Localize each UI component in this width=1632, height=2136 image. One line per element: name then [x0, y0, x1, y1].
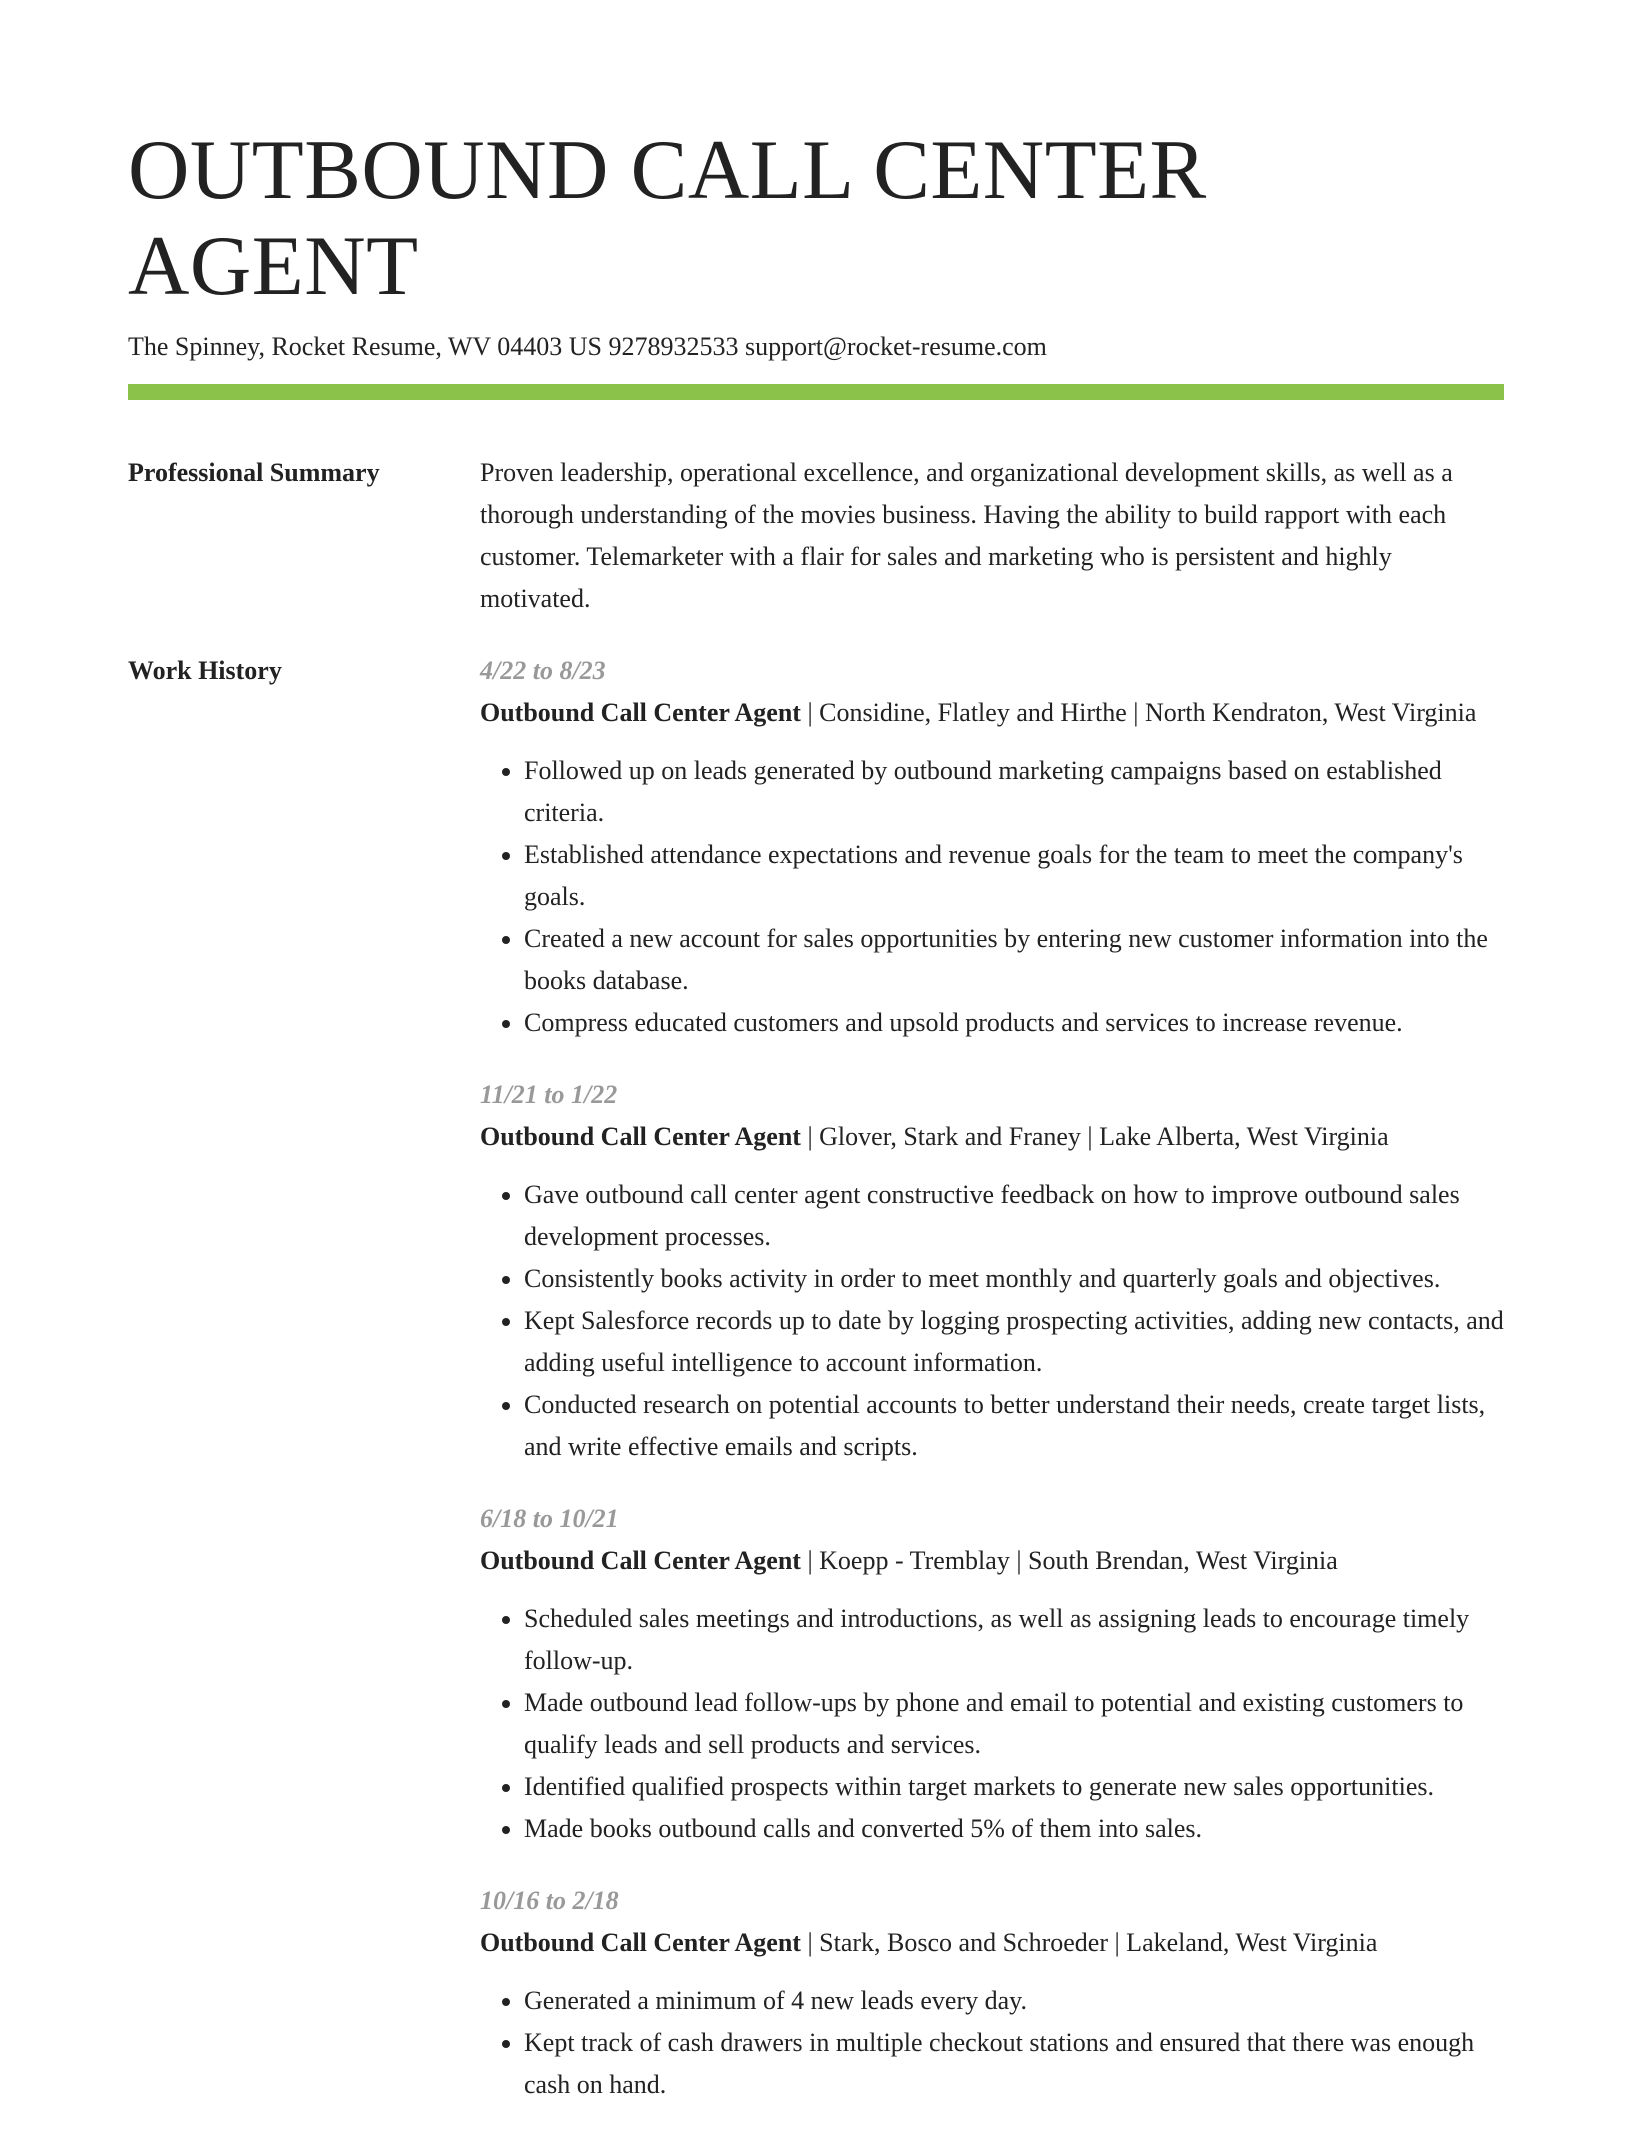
summary-label: Professional Summary [128, 458, 380, 487]
job-dates: 11/21 to 1/22 [480, 1080, 618, 1109]
job-list [480, 650, 1504, 2136]
work-history-section [128, 650, 1504, 2136]
job-bullet: • Conducted research on potential accounts to better understand their needs, create target lists, and write effective emails and scripts. [524, 1384, 1504, 1468]
job-bullets [480, 1174, 1504, 1468]
job-company-location: | Glover, Stark and Franey | Lake Alberta, West Virginia [800, 1122, 1389, 1151]
job-bullet: • Compress educated customers and upsold products and services to increase revenue. [524, 1002, 1504, 1044]
job-heading [480, 1540, 1504, 1582]
job-title: Outbound Call Center Agent [480, 698, 801, 727]
job-entry [480, 650, 1504, 1044]
job-bullet: • Kept track of cash drawers in multiple checkout stations and ensured that there was enough cash on hand. [524, 2022, 1504, 2106]
job-dates: 6/18 to 10/21 [480, 1504, 619, 1533]
job-bullet: • Identified qualified prospects within target markets to generate new sales opportunities. [524, 1766, 1504, 1808]
job-title: Outbound Call Center Agent [480, 1546, 801, 1575]
job-bullet: • Kept Salesforce records up to date by logging prospecting activities, adding new contacts, and adding useful intelligence to account information. [524, 1300, 1504, 1384]
work-history-label: Work History [128, 656, 282, 685]
job-bullet: • Consistently books activity in order to meet monthly and quarterly goals and objectives. [524, 1258, 1504, 1300]
job-bullet: • Followed up on leads generated by outbound marketing campaigns based on established criteria. [524, 750, 1504, 834]
job-bullet: • Scheduled sales meetings and introductions, as well as assigning leads to encourage timely follow-up. [524, 1598, 1504, 1682]
job-company-location: | Stark, Bosco and Schroeder | Lakeland, West Virginia [800, 1928, 1378, 1957]
resume-name: OUTBOUND CALL CENTER AGENT [128, 123, 1207, 313]
job-company-location: | Koepp - Tremblay | South Brendan, West Virginia [800, 1546, 1338, 1575]
job-heading [480, 692, 1504, 734]
summary-text: Proven leadership, operational excellence, and organizational development skills, as well as a thorough understanding of the movies business. Having the ability to build rapport with each customer. Telemarketer with a flair for sales and marketing who is persistent and highly motivated. [480, 458, 1453, 613]
summary-section [128, 452, 1504, 620]
job-bullets [480, 750, 1504, 1044]
resume-page [128, 0, 1504, 2136]
job-bullet: • Made outbound lead follow-ups by phone and email to potential and existing customers to qualify leads and sell products and services. [524, 1682, 1504, 1766]
job-heading [480, 1116, 1504, 1158]
job-bullet: • Established attendance expectations and revenue goals for the team to meet the company's goals. [524, 834, 1504, 918]
job-bullet: • Generated a minimum of 4 new leads every day. [524, 1980, 1504, 2022]
job-bullets [480, 1980, 1504, 2106]
job-entry [480, 1074, 1504, 1468]
job-dates: 4/22 to 8/23 [480, 656, 606, 685]
job-entry [480, 1880, 1504, 2106]
job-bullet: • Created a new account for sales opportunities by entering new customer information into the books database. [524, 918, 1504, 1002]
job-title: Outbound Call Center Agent [480, 1122, 801, 1151]
contact-info: The Spinney, Rocket Resume, WV 04403 US 9278932533 support@rocket-resume.com [128, 332, 1047, 361]
job-company-location: | Considine, Flatley and Hirthe | North Kendraton, West Virginia [800, 698, 1477, 727]
job-dates: 10/16 to 2/18 [480, 1886, 619, 1915]
job-bullet: • Gave outbound call center agent constructive feedback on how to improve outbound sales development processes. [524, 1174, 1504, 1258]
job-bullet: • Made books outbound calls and converted 5% of them into sales. [524, 1808, 1504, 1850]
accent-divider [128, 384, 1504, 400]
job-title: Outbound Call Center Agent [480, 1928, 801, 1957]
job-bullets [480, 1598, 1504, 1850]
job-entry [480, 1498, 1504, 1850]
job-heading [480, 1922, 1504, 1964]
